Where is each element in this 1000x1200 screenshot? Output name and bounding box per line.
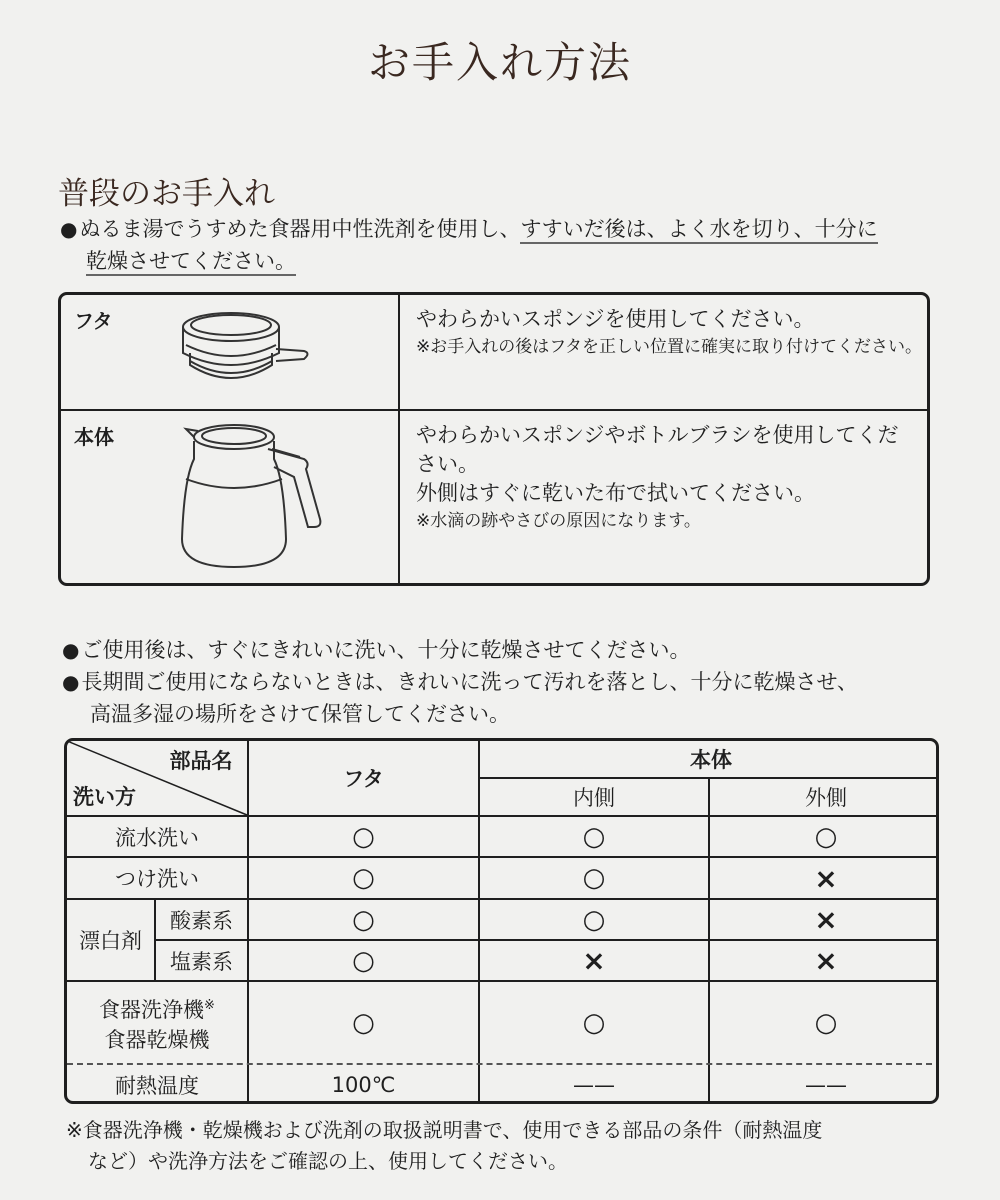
- row-group-bleach: 漂白剤: [79, 929, 142, 953]
- care-row-body: [61, 411, 927, 583]
- row-label-heat-resistance: 耐熱温度: [115, 1074, 199, 1098]
- intro-underlined-text-2: 乾燥させてください。: [86, 249, 296, 276]
- row-label-soak: つけ洗い: [115, 867, 199, 891]
- care-main-text-body: やわらかいスポンジやボトルブラシを使用してください。: [416, 423, 899, 476]
- mark-circle-icon: ○: [582, 904, 606, 935]
- mark-circle-icon: ○: [352, 1007, 375, 1038]
- row-label-oxygen: 酸素系: [170, 908, 233, 933]
- intro-text: ぬるま湯でうすめた食器用中性洗剤を使用し、: [79, 217, 521, 241]
- care-main-text-body-2: 外側はすぐに乾いた布で拭いてください。: [416, 481, 815, 505]
- intro-paragraph: [60, 213, 940, 277]
- mark-circle-icon: ○: [814, 821, 838, 852]
- footnote: [66, 1115, 946, 1177]
- usage-line-1: ご使用後は、すぐにきれいに洗い、十分に乾燥させてください。: [81, 638, 691, 662]
- mark-circle-icon: ○: [582, 1007, 606, 1038]
- header-parts-name: 部品名: [169, 749, 233, 773]
- header-outside: 外側: [805, 786, 847, 810]
- care-label-lid: フタ: [74, 309, 113, 333]
- footnote-line-1: ※食器洗浄機・乾燥機および洗剤の取扱説明書で、使用できる部品の条件（耐熱温度: [66, 1118, 823, 1142]
- mark-cross-icon: ×: [814, 861, 838, 895]
- bullet-icon: ●: [62, 638, 80, 662]
- mark-circle-icon: ○: [352, 904, 375, 935]
- care-main-text-lid: やわらかいスポンジを使用してください。: [416, 307, 815, 331]
- usage-instructions: [62, 634, 942, 730]
- page-title: お手入れ方法: [367, 38, 632, 87]
- usage-line-3: 高温多湿の場所をさけて保管してください。: [90, 702, 510, 726]
- lid-illustration-icon: [176, 305, 316, 400]
- bullet-icon: ●: [60, 217, 78, 241]
- care-label-body: 本体: [74, 425, 114, 449]
- mark-cross-icon: ×: [582, 944, 606, 977]
- section-heading: 普段のお手入れ: [58, 176, 275, 212]
- intro-underlined-text: すすいだ後は、よく水を切り、十分に: [520, 217, 877, 244]
- care-cell-lid: [61, 295, 400, 409]
- pot-body-illustration-icon: [176, 419, 336, 579]
- header-inside: 内側: [573, 786, 615, 810]
- care-note-body: ※水滴の跡やさびの原因になります。: [416, 511, 701, 531]
- mark-cross-icon: ×: [814, 944, 838, 977]
- care-cell-body: [61, 411, 400, 583]
- row-label-chlorine: 塩素系: [170, 949, 233, 974]
- mark-circle-icon: ○: [582, 863, 606, 893]
- heat-resistance-lid: 100℃: [331, 1073, 396, 1097]
- heat-resistance-outside: ——: [805, 1073, 847, 1097]
- mark-circle-icon: ○: [352, 863, 375, 893]
- header-lid: フタ: [343, 767, 384, 791]
- row-label-dishwasher-line1: 食器洗浄機: [99, 997, 205, 1022]
- care-note-lid: ※お手入れの後はフタを正しい位置に確実に取り付けてください。: [416, 337, 923, 357]
- care-desc-lid: [400, 295, 927, 409]
- row-label-dishwasher: [67, 982, 247, 1063]
- heat-resistance-inside: ——: [573, 1073, 615, 1097]
- mark-circle-icon: ○: [582, 821, 606, 852]
- bullet-icon: ●: [62, 670, 80, 694]
- care-row-lid: [61, 295, 927, 411]
- header-body: 本体: [690, 748, 732, 772]
- header-wash-method: 洗い方: [73, 785, 136, 809]
- mark-circle-icon: ○: [352, 821, 375, 852]
- care-desc-body: [400, 411, 927, 583]
- mark-circle-icon: ○: [814, 1007, 838, 1038]
- footnote-mark: ※: [204, 997, 215, 1013]
- footnote-line-2: など）や洗浄方法をご確認の上、使用してください。: [88, 1149, 568, 1173]
- care-table: [58, 292, 930, 586]
- row-label-running-water: 流水洗い: [115, 825, 199, 850]
- usage-line-2: 長期間ご使用にならないときは、きれいに洗って汚れを落とし、十分に乾燥させ、: [81, 670, 858, 694]
- mark-cross-icon: ×: [814, 903, 838, 936]
- wash-table: [64, 738, 939, 1104]
- row-label-dishwasher-line2: 食器乾燥機: [104, 1027, 210, 1052]
- mark-circle-icon: ○: [352, 945, 375, 976]
